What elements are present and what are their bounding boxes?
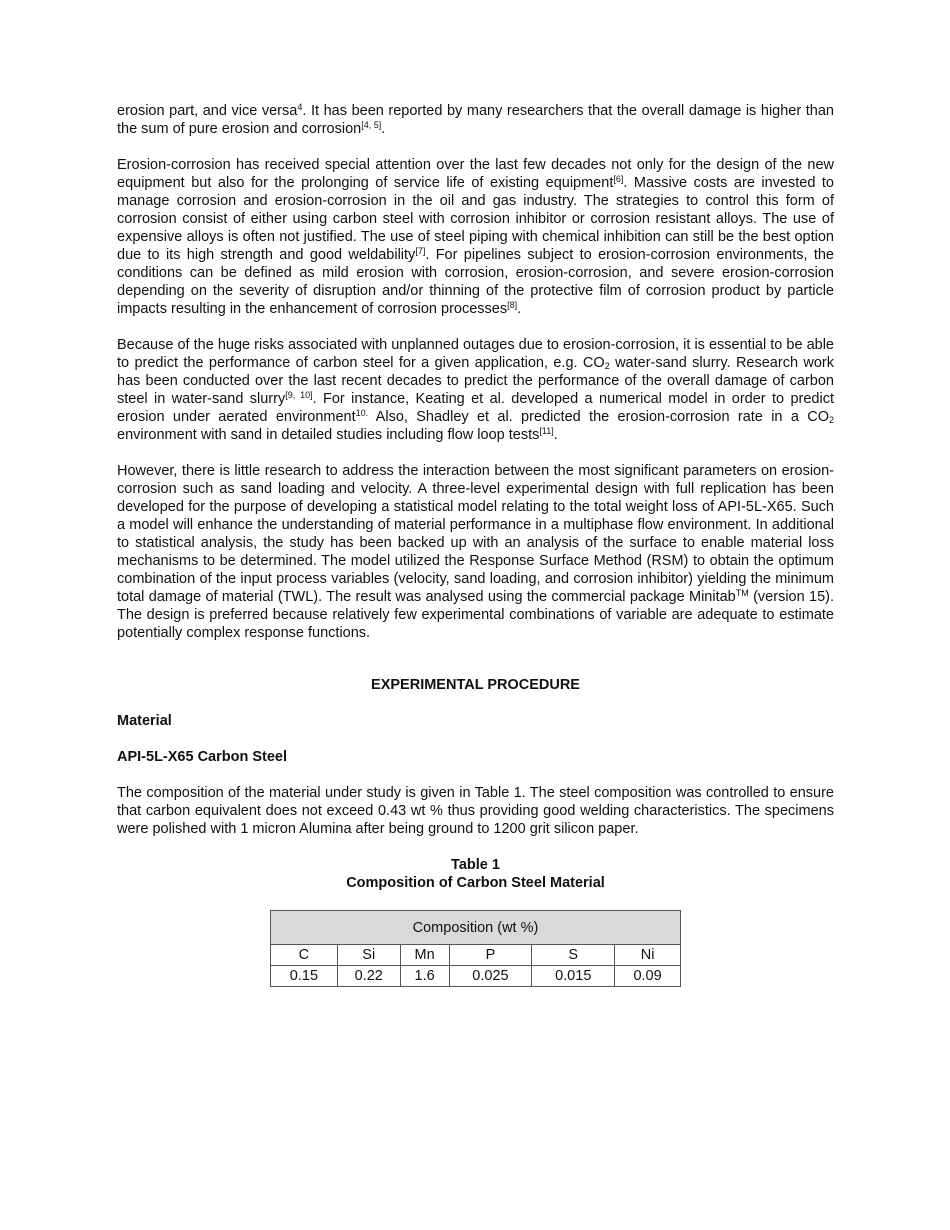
subheading-steel: API-5L-X65 Carbon Steel — [117, 749, 288, 765]
table-cell: 0.22 — [337, 966, 400, 987]
text-span: . — [517, 301, 522, 317]
citation: 4 — [297, 102, 303, 112]
text-span: . For pipelines subject to erosion-corrosion environments, the conditions can be defined as mild erosion with corrosion, erosion-corrosion, and severe erosion-corrosion depending on the severity of disruption and/or thinning of the protective film of corrosion product by particle impacts resulting in the enhancement of corrosion processes — [117, 247, 834, 317]
trademark: TM — [735, 588, 749, 598]
table-cell: Ni — [615, 945, 681, 966]
table-cell: 0.15 — [271, 966, 338, 987]
citation: [4, 5] — [361, 120, 382, 130]
table-row — [271, 966, 681, 987]
subheading-material: Material — [117, 713, 172, 729]
text-span: . Massive costs are invested to manage corrosion and erosion-corrosion in the oil and gas industry. The strategies to control this form of corrosion consist of either using carbon steel with corrosion inhibitor or corrosion resistant alloys. The use of expensive alloys is often not justified. The use of steel piping with chemical inhibition can still be the best option due to its high strength and good weldability — [117, 175, 834, 263]
section-heading: EXPERIMENTAL PROCEDURE — [371, 677, 580, 693]
text-span: Also, Shadley et al. predicted the erosion-corrosion rate in a CO — [368, 409, 829, 425]
text-span: However, there is little research to address the interaction between the most significant parameters on erosion-corrosion such as sand loading and velocity. A three-level experimental design with full replication has been developed for the purpose of developing a statistical model relating to the total weight loss of API-5L-X65. Such a model will enhance the understanding of material performance in a multiphase flow environment. In additional to statistical analysis, the study has been backed up with an analysis of the surface to enable material loss mechanisms to be determined. The model utilized the Response Surface Method (RSM) to obtain the optimum combination of the input process variables (velocity, sand loading, and corrosion inhibitor) yielding the minimum total damage of material (TWL). The result was analysed using the commercial package Minitab — [117, 463, 834, 605]
citation: [8] — [507, 300, 518, 310]
citation: [11] — [539, 426, 554, 436]
table-number: Table 1 — [451, 857, 500, 873]
citation: [7] — [415, 246, 426, 256]
citation: [9, 10] — [285, 390, 313, 400]
table-cell: C — [271, 945, 338, 966]
table-cell: 0.015 — [532, 966, 615, 987]
table-title: Composition of Carbon Steel Material — [346, 875, 605, 891]
table-cell: 1.6 — [400, 966, 449, 987]
text-span: Erosion-corrosion has received special attention over the last few decades not only for the design of the new equipment but also for the prolonging of service life of existing equipment — [117, 157, 834, 191]
table-row — [271, 945, 681, 966]
paper-page — [117, 102, 834, 987]
paragraph-5: The composition of the material under study is given in Table 1. The steel composition was controlled to ensure that carbon equivalent does not exceed 0.43 wt % thus providing good welding characteristics. The specimens were polished with 1 micron Alumina after being ground to 1200 grit silicon paper. — [117, 785, 834, 837]
paragraph-4 — [117, 462, 834, 642]
text-span: erosion part, and vice versa — [117, 103, 298, 119]
table-cell: Si — [337, 945, 400, 966]
table-cell: 0.09 — [615, 966, 681, 987]
text-span: Because of the huge risks associated with unplanned outages due to erosion-corrosion, it is essential to be able to predict the performance of carbon steel for a given application, e.g. CO — [117, 337, 834, 371]
text-span: . — [553, 427, 558, 443]
citation: 10. — [355, 408, 369, 418]
paragraph-2 — [117, 156, 834, 318]
table-cell: 0.025 — [449, 966, 532, 987]
citation: [6] — [613, 174, 624, 184]
table-cell: Mn — [400, 945, 449, 966]
table-header: Composition (wt %) — [271, 911, 681, 945]
text-span: . — [381, 121, 386, 137]
text-span: . It has been reported by many researchers that the overall damage is higher than the sum of pure erosion and corrosion — [117, 103, 835, 137]
paragraph-3 — [117, 336, 834, 444]
table-caption — [117, 856, 834, 892]
text-span: water-sand slurry. Research work has been conducted over the last recent decades to predict the performance of the overall damage of carbon steel in water-sand slurry — [117, 355, 834, 407]
text-span: environment with sand in detailed studies including flow loop tests — [117, 427, 540, 443]
table-cell: P — [449, 945, 532, 966]
text-span: (version 15). The design is preferred because relatively few experimental combinations of variable are adequate to estimate potentially complex response functions. — [117, 589, 834, 641]
table-cell: S — [532, 945, 615, 966]
paragraph-1 — [117, 102, 834, 138]
subscript: 2 — [828, 415, 834, 425]
text-span: . For instance, Keating et al. developed a numerical model in order to predict erosion under aerated environment — [117, 391, 834, 425]
subscript: 2 — [604, 361, 610, 371]
composition-table — [270, 910, 681, 987]
table-header-row — [271, 911, 681, 945]
